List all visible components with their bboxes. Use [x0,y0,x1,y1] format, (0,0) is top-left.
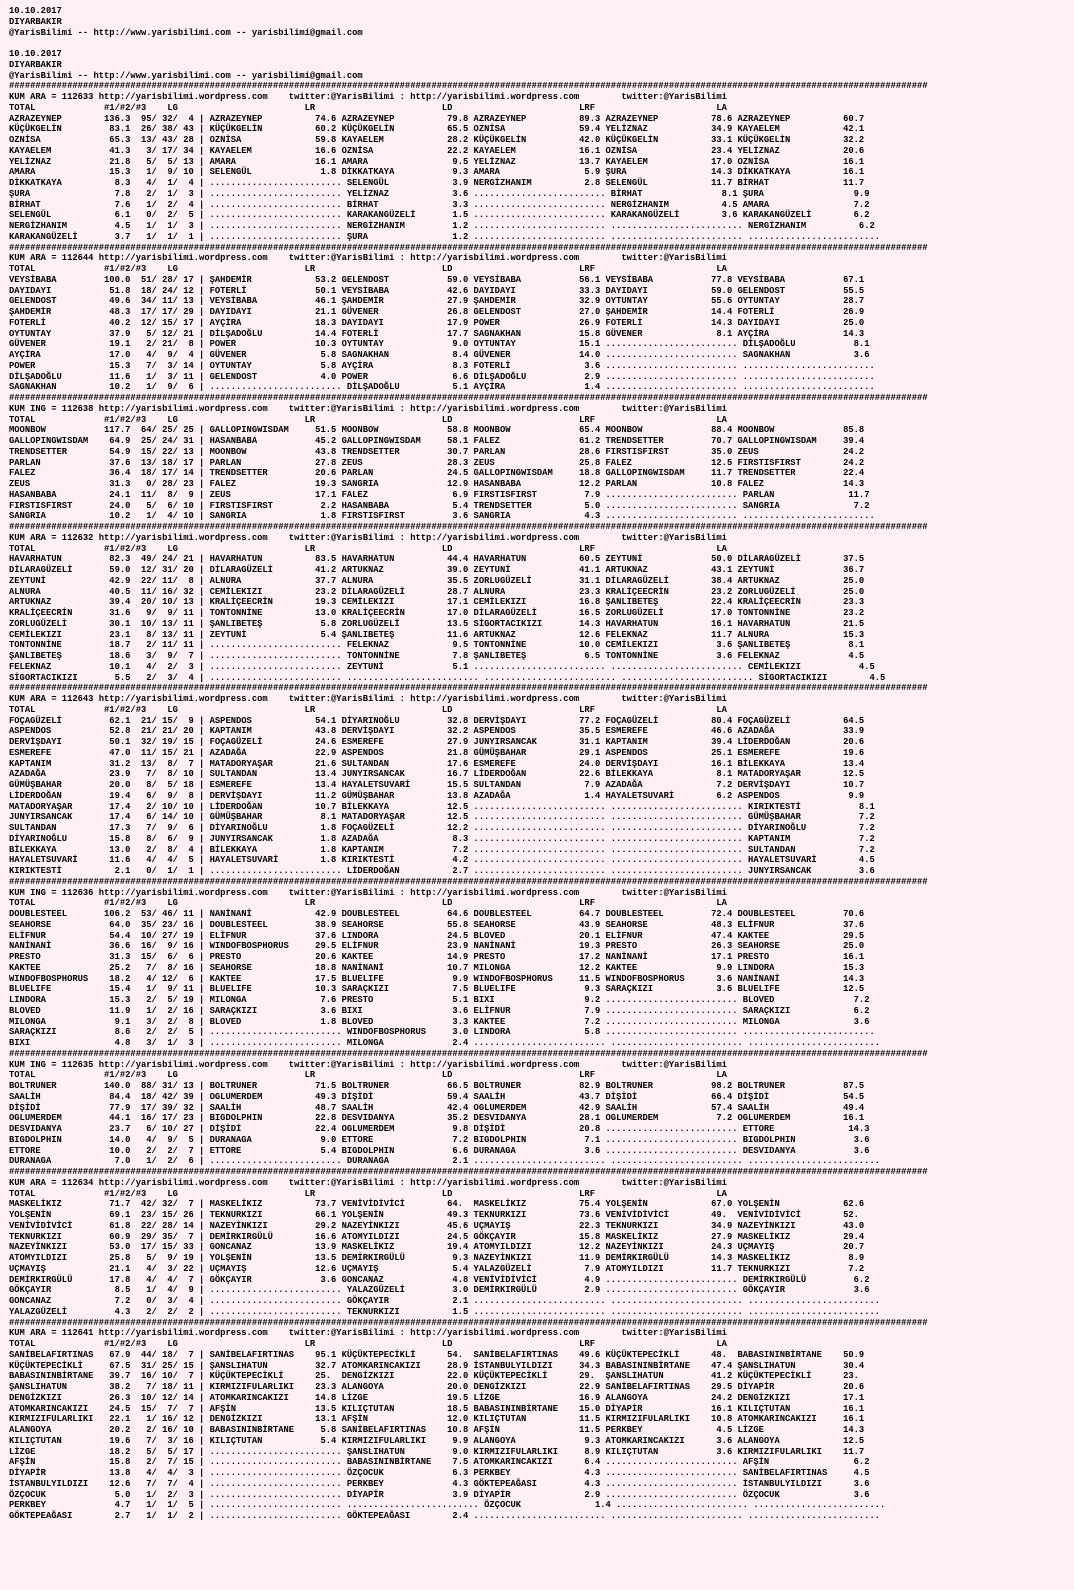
race-statistics-document [9,6,1069,1586]
horse-row: POWER 15.3 7/ 3/ 14 | OYTUNTAY 5.8 AYÇİRA 8.3 FOTERLİ 3.6 ......................... ......................... [9,360,875,371]
column-header-line: TOTAL #1/#2/#3 LG LR LD LRF LA [9,898,727,909]
horse-row: DİLŞADOĞLU 11.6 1/ 3/ 11 | GELENDOST 4.0 POWER 6.6 DİLŞADOĞLU 2.9 ......................... ......................... [9,371,875,382]
section-divider: ############################################################################################################################################################################## [9,1167,928,1177]
horse-row: ÖZÇOCUK 5.0 1/ 2/ 3 | ......................... DİYAPİR 3.9 DİYAPİR 2.9 ......................... ÖZÇOCUK 3.6 [9,1489,870,1500]
race-section [9,1318,1069,1522]
header-line: 10.10.2017 [9,6,62,16]
horse-row: YELİZNAZ 21.8 5/ 5/ 13 | AMARA 16.1 AMARA 9.5 YELİZNAZ 13.7 KAYAELEM 17.0 OZNİSA 16.1 [9,156,865,167]
horse-row: ALNURA 40.5 11/ 16/ 32 | CEMİLEKIZI 23.2 DİLARAGÜZELİ 28.7 ALNURA 23.3 KRALİÇEECRİN 23.2 ZORLUGÜZELİ 25.0 [9,586,865,597]
horse-row: SAALİH 84.4 18/ 42/ 39 | OGLUMERDEM 49.3 DİŞİDİ 59.4 SAALİH 43.7 DİŞİDİ 66.4 DİŞİDİ 54.5 [9,1091,865,1102]
horse-row: İSTANBULYILDIZI 12.6 7/ 7/ 4 | ......................... PERKBEY 4.3 GÖKTEPEAĞASI 4.3 ......................... İSTANBULYILDIZI 3.6 [9,1478,870,1489]
horse-row: DEMİRKIRGÜLÜ 17.8 4/ 4/ 7 | GÖKÇAYIR 3.6 GONCANAZ 4.8 VENİVİDİVİCİ 4.9 ......................... DEMİRKIRGÜLÜ 6.2 [9,1274,870,1285]
horse-row: SULTANDAN 17.3 7/ 9/ 6 | DİYARINOĞLU 1.8 FOÇAGÜZELİ 12.2 ......................... ......................... DİYARINOĞLU 7.2 [9,823,875,833]
horse-row: DİŞİDİ 77.9 17/ 39/ 32 | SAALİH 48.7 SAALİH 42.4 OGLUMERDEM 42.9 SAALİH 57.4 SAALİH 49.4 [9,1102,865,1113]
horse-row: ATOMKARINCAKIZI 24.5 15/ 7/ 7 | AFŞİN 13.5 KILIÇTUTAN 18.5 BABASININBİRTANE 15.0 DİYAPİR 16.1 KILIÇTUTAN 16.1 [9,1403,865,1414]
section-divider: ############################################################################################################################################################################## [9,683,928,694]
race-section [9,243,1069,394]
race-title-line: KUM ING = 112636 http://yarisbilimi.wordpress.com twitter:@YarisBilimi : http://yarisbilimi.wordpress.com twitter:@YarisBilimi [9,887,727,898]
horse-row: ELİFNUR 54.4 10/ 27/ 19 | ELİFNUR 37.6 LINDORA 24.5 BLOVED 20.1 ELİFNUR 47.4 KAKTEE 29.5 [9,930,865,941]
horse-row: AYÇİRA 17.0 4/ 9/ 4 | GÜVENER 5.8 SAGNAKHAN 8.4 GÜVENER 14.0 ......................... SAGNAKHAN 3.6 [9,350,870,360]
horse-row: DİYAPİR 13.8 4/ 4/ 3 | ......................... ÖZÇOCUK 6.3 PERKBEY 4.3 ......................... SANİBELAFIRTINAS 4.5 [9,1468,870,1478]
race-title-line: KUM ING = 112638 http://yarisbilimi.wordpress.com twitter:@YarisBilimi : http://yarisbilimi.wordpress.com twitter:@YarisBilimi [9,403,727,414]
horse-row: GONCANAZ 7.2 0/ 3/ 4 | ......................... GÖKÇAYIR 2.1 ......................... ......................... ......................... [9,1296,881,1306]
horse-row: YALAZGÜZELİ 4.3 2/ 2/ 2 | ......................... TEKNURKIZI 1.5 ......................... ......................... ......................... [9,1306,881,1317]
section-divider: ############################################################################################################################################################################## [9,242,928,253]
horse-row: AZRAZEYNEP 136.3 95/ 32/ 4 | AZRAZEYNEP 74.6 AZRAZEYNEP 79.8 AZRAZEYNEP 89.3 AZRAZEYNEP 78.6 AZRAZEYNEP 60.7 [9,113,865,124]
horse-row: GÖKÇAYIR 8.5 1/ 4/ 9 | ......................... YALAZGÜZELİ 3.0 DEMİRKIRGÜLÜ 2.9 ......................... GÖKÇAYIR 3.6 [9,1285,870,1296]
horse-row: FALEZ 36.4 18/ 17/ 14 | TRENDSETTER 20.6 PARLAN 24.5 GALLOPINGWISDAM 18.8 GALLOPINGWISDAM 11.7 TRENDSETTER 22.4 [9,468,865,479]
horse-row: KILIÇTUTAN 19.6 7/ 3/ 16 | KILIÇTUTAN 5.4 KIRMIZIFULARLIKI 9.9 ALANGOYA 9.3 ATOMKARINCAKIZI 3.6 ALANGOYA 12.5 [9,1435,865,1446]
horse-row: NERGİZHANIM 4.5 1/ 1/ 3 | ......................... NERGİZHANIM 1.2 ......................... ......................... NERGİZHANIM 6.2 [9,221,875,231]
horse-row: BABASININBİRTANE 39.7 16/ 10/ 7 | KÜÇÜKTEPECİKLİ 25. DENGİZKIZI 22.0 KÜÇÜKTEPECİKLİ 29. ŞANSLIHATUN 41.2 KÜÇÜKTEPECİKLİ 23. [9,1371,859,1382]
race-section [9,81,1069,242]
horse-row: MOONBOW 117.7 64/ 25/ 25 | GALLOPINGWISDAM 51.5 MOONBOW 58.8 MOONBOW 65.4 MOONBOW 88.4 MOONBOW 85.8 [9,425,865,436]
race-section [9,683,1069,877]
horse-row: KRALİÇEECRİN 31.6 9/ 9/ 11 | TONTONNİNE 13.0 KRALİÇEECRİN 17.0 DİLARAGÜZELİ 16.5 ZORLUGÜZELİ 17.0 TONTONNİNE 23.2 [9,608,865,618]
horse-row: GÜMÜŞBAHAR 20.0 8/ 5/ 18 | ESMEREFE 13.4 HAYALETSUVARİ 15.5 SULTANDAN 7.9 AZADAĞA 7.2 DERVİŞDAYI 10.7 [9,780,865,790]
document-header [9,6,1069,81]
horse-row: GALLOPINGWISDAM 64.9 25/ 24/ 31 | HASANBABA 45.2 GALLOPINGWISDAM 58.1 FALEZ 61.2 TRENDSETTER 70.7 GALLOPINGWISDAM 39.4 [9,436,865,446]
horse-row: AZADAĞA 23.9 7/ 8/ 10 | SULTANDAN 13.4 JUNYIRSANCAK 16.7 LİDERDOĞAN 22.6 BİLEKKAYA 8.1 MATADORYAŞAR 12.5 [9,769,865,780]
column-header-line: TOTAL #1/#2/#3 LG LR LD LRF LA [9,102,727,113]
horse-row: DENGİZKIZI 26.3 10/ 12/ 14 | ATOMKARINCAKIZI 14.8 LİZGE 19.5 LİZGE 16.9 ALANGOYA 24.2 DENGİZKIZI 17.1 [9,1392,865,1403]
horse-row: DURANAGA 7.0 1/ 2/ 6 | ......................... DURANAGA 2.1 ......................... ......................... ......................... [9,1156,881,1167]
horse-row: ESMEREFE 47.0 11/ 15/ 21 | AZADAĞA 22.9 ASPENDOS 21.8 GÜMÜŞBAHAR 29.1 ASPENDOS 25.1 ESMEREFE 19.6 [9,747,865,758]
horse-row: SARAÇKIZI 8.6 2/ 2/ 5 | ......................... WINDOFBOSPHORUS 3.0 LINDORA 5.8 ......................... ......................... [9,1027,875,1038]
race-title-line: KUM ARA = 112641 http://yarisbilimi.wordpress.com twitter:@YarisBilimi : http://yarisbilimi.wordpress.com twitter:@YarisBilimi [9,1328,727,1339]
horse-row: DERVİŞDAYI 50.1 32/ 19/ 15 | FOÇAGÜZELİ 24.6 ESMEREFE 27.9 JUNYIRSANCAK 31.1 KAPTANIM 39.4 LİDERDOĞAN 20.6 [9,737,865,747]
horse-row: BOLTRUNER 140.0 88/ 31/ 13 | BOLTRUNER 71.5 BOLTRUNER 66.5 BOLTRUNER 82.9 BOLTRUNER 98.2 BOLTRUNER 87.5 [9,1081,865,1091]
horse-row: BLOVED 11.9 1/ 2/ 16 | SARAÇKIZI 3.6 BIXI 3.6 ELİFNUR 7.9 ......................... SARAÇKIZI 6.2 [9,1005,870,1016]
horse-row: VEYSİBABA 100.0 51/ 28/ 17 | ŞAHDEMİR 53.2 GELENDOST 59.0 VEYSİBABA 56.1 VEYSİBABA 77.8 VEYSİBABA 67.1 [9,274,865,285]
horse-row: KÜÇÜKTEPECİKLİ 67.5 31/ 25/ 15 | ŞANSLIHATUN 32.7 ATOMKARINCAKIZI 28.9 İSTANBULYILDIZI 34.3 BABASININBİRTANE 47.4 ŞANSLIHATUN 30.4 [9,1360,865,1371]
horse-row: TONTONNİNE 18.7 2/ 11/ 11 | ......................... FELEKNAZ 9.5 TONTONNİNE 10.0 CEMİLEKIZI 3.6 ŞANLIBETEŞ 8.1 [9,640,865,651]
horse-row: ŞANLIBETEŞ 18.6 3/ 9/ 7 | ......................... TONTONNİNE 7.8 ŞANLIBETEŞ 6.5 TONTONNİNE 3.6 FELEKNAZ 4.5 [9,651,865,661]
column-header-line: TOTAL #1/#2/#3 LG LR LD LRF LA [9,1339,727,1349]
race-title-line: KUM ARA = 112634 http://yarisbilimi.wordpress.com twitter:@YarisBilimi : http://yarisbilimi.wordpress.com twitter:@YarisBilimi [9,1177,727,1188]
horse-row: KIRMIZIFULARLIKI 22.1 1/ 16/ 12 | DENGİZKIZI 13.1 AFŞİN 12.0 KILIÇTUTAN 11.5 KIRMIZIFULARLIKI 10.8 ATOMKARINCAKIZI 16.1 [9,1414,865,1425]
horse-row: BİLEKKAYA 13.0 2/ 8/ 4 | BİLEKKAYA 1.8 KAPTANIM 7.2 ......................... ......................... SULTANDAN 7.2 [9,844,875,855]
horse-row: ETTORE 10.0 2/ 2/ 7 | ETTORE 5.4 BIGDOLPHIN 6.6 DURANAGA 3.6 ......................... DESVIDANYA 3.6 [9,1145,870,1156]
horse-row: MILONGA 9.1 3/ 2/ 8 | BLOVED 1.8 BLOVED 3.3 KAKTEE 7.2 ......................... MILONGA 3.6 [9,1016,870,1027]
horse-row: DOUBLESTEEL 106.2 53/ 46/ 11 | NANİNANİ 42.9 DOUBLESTEEL 64.6 DOUBLESTEEL 64.7 DOUBLESTEEL 72.4 DOUBLESTEEL 70.6 [9,909,865,919]
horse-row: TRENDSETTER 54.9 15/ 22/ 13 | MOONBOW 43.8 TRENDSETTER 30.7 PARLAN 28.6 FIRSTISFIRST 35.0 ZEUS 24.2 [9,446,865,457]
horse-row: HASANBABA 24.1 11/ 8/ 9 | ZEUS 17.1 FALEZ 6.9 FIRSTISFIRST 7.9 ......................... PARLAN 11.7 [9,489,870,500]
column-header-line: TOTAL #1/#2/#3 LG LR LD LRF LA [9,264,727,274]
horse-row: GELENDOST 49.6 34/ 11/ 13 | VEYSİBABA 46.1 ŞAHDEMİR 27.9 ŞAHDEMİR 32.9 OYTUNTAY 55.6 OYTUNTAY 28.7 [9,296,865,307]
horse-row: ARTUKNAZ 39.4 20/ 10/ 13 | KRALİÇEECRİN 19.3 CEMİLEKIZI 17.1 CEMİLEKIZI 16.8 ŞANLIBETEŞ 22.4 KRALİÇEECRİN 23.3 [9,597,865,608]
horse-row: ZORLUGÜZELİ 30.1 10/ 13/ 11 | ŞANLIBETEŞ 5.8 ZORLUGÜZELİ 13.5 SİGORTACIKIZI 14.3 HAVARHATUN 16.1 HAVARHATUN 21.5 [9,618,865,629]
section-divider: ############################################################################################################################################################################## [9,522,928,532]
race-section [9,393,1069,522]
horse-row: PARLAN 37.6 13/ 18/ 17 | PARLAN 27.8 ZEUS 28.3 ZEUS 25.8 FALEZ 12.5 FIRSTISFIRST 24.2 [9,457,865,468]
race-title-line: KUM ING = 112635 http://yarisbilimi.wordpress.com twitter:@YarisBilimi : http://yarisbilimi.wordpress.com twitter:@YarisBilimi [9,1059,727,1070]
section-divider: ############################################################################################################################################################################## [9,876,928,887]
section-divider: ############################################################################################################################################################################## [9,1317,928,1328]
horse-row: SEAHORSE 64.0 35/ 23/ 16 | DOUBLESTEEL 38.9 SEAHORSE 55.8 SEAHORSE 43.9 SEAHORSE 48.3 ELİFNUR 37.6 [9,919,865,930]
horse-row: CEMİLEKIZI 23.1 8/ 13/ 11 | ZEYTUNİ 5.4 ŞANLIBETEŞ 11.6 ARTUKNAZ 12.6 FELEKNAZ 11.7 ALNURA 15.3 [9,629,865,640]
horse-row: DİYARINOĞLU 15.8 8/ 6/ 9 | JUNYIRSANCAK 1.8 AZADAĞA 8.3 ......................... ......................... KAPTANIM 7.2 [9,833,875,844]
horse-row: PERKBEY 4.7 1/ 1/ 5 | ......................... ......................... ÖZÇOCUK 1.4 ......................... ......................... [9,1500,886,1511]
race-title-line: KUM ARA = 112633 http://yarisbilimi.wordpress.com twitter:@YarisBilimi : http://yarisbilimi.wordpress.com twitter:@YarisBilimi [9,92,727,102]
horse-row: OZNİSA 65.3 13/ 43/ 28 | OZNİSA 59.8 KAYAELEM 28.2 KÜÇÜKGELİN 42.0 KÜÇÜKGELİN 33.1 KÜÇÜKGELİN 32.2 [9,135,865,145]
horse-row: SİGORTACIKIZI 5.5 2/ 3/ 4 | ......................... ......................... ......................... ......................... SİGORTACIKIZI 4.5 [9,672,886,683]
section-divider: ############################################################################################################################################################################## [9,1048,928,1059]
horse-row: KAKTEE 25.2 7/ 8/ 16 | SEAHORSE 18.8 NANİNANİ 10.7 MILONGA 12.2 KAKTEE 9.9 LINDORA 15.3 [9,962,865,973]
horse-row: SANGRIA 10.2 1/ 4/ 10 | SANGRIA 1.8 FIRSTISFIRST 3.6 SANGRIA 4.3 ......................... ......................... [9,511,875,522]
horse-row: ŞANSLIHATUN 38.2 7/ 18/ 11 | KIRMIZIFULARLIKI 23.3 ALANGOYA 20.0 DENGİZKIZI 22.9 SANİBELAFIRTINAS 29.5 DİYAPİR 20.6 [9,1382,865,1392]
horse-row: WINDOFBOSPHORUS 18.2 4/ 12/ 6 | KAKTEE 17.5 BLUELIFE 9.9 WINDOFBOSPHORUS 11.5 WINDOFBOSPHORUS 3.6 NANİNANİ 14.3 [9,973,865,984]
horse-row: FIRSTISFIRST 24.0 5/ 6/ 10 | FIRSTISFIRST 2.2 HASANBABA 5.4 TRENDSETTER 5.0 ......................... SANGRIA 7.2 [9,500,870,511]
horse-row: TEKNURKIZI 60.9 29/ 35/ 7 | DEMİRKIRGÜLÜ 16.6 ATOMYILDIZI 24.5 GÖKÇAYIR 15.8 MASKELİKIZ 27.9 MASKELİKIZ 29.4 [9,1231,865,1242]
horse-row: FELEKNAZ 10.1 4/ 2/ 3 | ......................... ZEYTUNİ 5.1 ......................... ......................... CEMİLEKIZI 4.5 [9,661,875,672]
horse-row: BİRHAT 7.6 1/ 2/ 4 | ......................... BİRHAT 3.3 ......................... NERGİZHANIM 4.5 AMARA 7.2 [9,199,870,210]
horse-row: DİKKATKAYA 8.3 4/ 1/ 4 | ......................... SELENGÜL 3.9 NERGİZHANIM 2.8 SELENGÜL 11.7 BİRHAT 11.7 [9,178,865,188]
horse-row: SANİBELAFIRTINAS 67.9 44/ 18/ 7 | SANİBELAFIRTINAS 95.1 KÜÇÜKTEPECİKLİ 54. SANİBELAFIRTINAS 49.6 KÜÇÜKTEPECİKLİ 48. BABASININBİRTANE 50.9 [9,1349,865,1360]
horse-row: DİLARAGÜZELİ 59.0 12/ 31/ 20 | DİLARAGÜZELİ 41.2 ARTUKNAZ 39.0 ZEYTUNİ 41.1 ARTUKNAZ 43.1 ZEYTUNİ 36.7 [9,565,865,575]
horse-row: MASKELİKIZ 71.7 42/ 32/ 7 | MASKELİKIZ 73.7 VENİVİDİVİCİ 64. MASKELİKIZ 75.4 YOLŞENİN 67.0 YOLŞENİN 62.6 [9,1199,865,1210]
race-section [9,877,1069,1049]
horse-row: KÜÇÜKGELİN 83.1 26/ 38/ 43 | KÜÇÜKGELİN 60.2 KÜÇÜKGELİN 65.5 OZNİSA 59.4 YELİZNAZ 34.9 KAYAELEM 42.1 [9,124,865,135]
section-divider: ############################################################################################################################################################################## [9,393,928,403]
horse-row: BIGDOLPHIN 14.0 4/ 9/ 5 | DURANAGA 9.0 ETTORE 7.2 BIGDOLPHIN 7.1 ......................... BIGDOLPHIN 3.6 [9,1134,870,1145]
horse-row: VENİVİDİVİCİ 61.8 22/ 28/ 14 | NAZEYİNKIZI 29.2 NAZEYİNKIZI 45.6 UÇMAYIŞ 22.3 TEKNURKIZI 34.9 NAZEYİNKIZI 43.0 [9,1220,865,1231]
column-header-line: TOTAL #1/#2/#3 LG LR LD LRF LA [9,1070,727,1081]
horse-row: KAPTANIM 31.2 13/ 8/ 7 | MATADORYAŞAR 21.6 SULTANDAN 17.6 ESMEREFE 24.0 DERVİŞDAYI 16.1 BİLEKKAYA 13.4 [9,758,865,769]
horse-row: UÇMAYIŞ 21.1 4/ 3/ 22 | UÇMAYIŞ 12.6 UÇMAYIŞ 5.4 YALAZGÜZELİ 7.9 ATOMYILDIZI 11.7 TEKNURKIZI 7.2 [9,1263,865,1274]
horse-row: LINDORA 15.3 2/ 5/ 19 | MILONGA 7.6 PRESTO 5.1 BIXI 9.2 ......................... BLOVED 7.2 [9,995,870,1005]
horse-row: PRESTO 31.3 15/ 6/ 6 | PRESTO 20.6 KAKTEE 14.9 PRESTO 17.2 NANİNANİ 17.1 PRESTO 16.1 [9,952,865,962]
horse-row: ATOMYILDIZI 25.8 5/ 9/ 19 | YOLŞENİN 13.5 DEMİRKIRGÜLÜ 9.3 NAZEYİNKIZI 11.9 DEMİRKIRGÜLÜ 14.3 MASKELİKIZ 8.9 [9,1253,865,1263]
horse-row: ALANGOYA 20.2 2/ 16/ 10 | BABASININBİRTANE 5.8 SANİBELAFIRTINAS 10.8 AFŞİN 11.5 PERKBEY 4.5 LİZGE 14.3 [9,1425,865,1435]
horse-row: ASPENDOS 52.8 21/ 21/ 20 | KAPTANIM 43.8 DERVİŞDAYI 32.2 ASPENDOS 35.5 ESMEREFE 46.6 AZADAĞA 33.9 [9,726,865,737]
horse-row: ZEYTUNİ 42.9 22/ 11/ 8 | ALNURA 37.7 ALNURA 35.5 ZORLUGÜZELİ 31.1 DİLARAGÜZELİ 38.4 ARTUKNAZ 25.0 [9,575,865,586]
column-header-line: TOTAL #1/#2/#3 LG LR LD LRF LA [9,543,727,554]
race-title-line: KUM ARA = 112644 http://yarisbilimi.wordpress.com twitter:@YarisBilimi : http://yarisbilimi.wordpress.com twitter:@YarisBilimi [9,253,727,264]
horse-row: GÜVENER 19.1 2/ 21/ 8 | POWER 10.3 OYTUNTAY 9.0 OYTUNTAY 15.1 ......................... DİLŞADOĞLU 8.1 [9,339,870,350]
horse-row: NANİNANİ 36.6 16/ 9/ 16 | WINDOFBOSPHORUS 29.5 ELİFNUR 23.9 NANİNANİ 19.3 PRESTO 26.3 SEAHORSE 25.0 [9,941,865,952]
horse-row: KARAKANGÜZELİ 3.7 1/ 1/ 1 | ......................... ŞURA 1.2 ......................... ......................... ......................... [9,231,881,242]
horse-row: BIXI 4.8 3/ 1/ 3 | ......................... MILONGA 2.4 ......................... ......................... ......................... [9,1038,881,1048]
race-sections [9,81,1069,1522]
horse-row: LİZGE 18.2 5/ 5/ 17 | ......................... ŞANSLIHATUN 9.0 KIRMIZIFULARLIKI 8.9 KILIÇTUTAN 3.6 KIRMIZIFULARLIKI 11.7 [9,1446,865,1457]
horse-row: HAYALETSUVARİ 11.6 4/ 4/ 5 | HAYALETSUVARİ 1.8 KIRIKTESTİ 4.2 ......................... ......................... HAYALETSUVARİ 4.5 [9,855,875,866]
horse-row: NAZEYİNKIZI 53.0 17/ 15/ 33 | GONCANAZ 13.9 MASKELİKIZ 19.4 ATOMYILDIZI 12.2 NAZEYİNKIZI 24.3 UÇMAYIŞ 20.7 [9,1242,865,1253]
header-line: @YarisBilimi -- http://www.yarisbilimi.com -- yarisbilimi@gmail.com [9,70,363,81]
horse-row: AMARA 15.3 1/ 9/ 10 | SELENGÜL 1.8 DİKKATKAYA 9.3 AMARA 5.9 ŞURA 14.3 DİKKATKAYA 16.1 [9,167,865,178]
race-title-line: KUM ARA = 112632 http://yarisbilimi.wordpress.com twitter:@YarisBilimi : http://yarisbilimi.wordpress.com twitter:@YarisBilimi [9,532,727,543]
horse-row: FOÇAGÜZELİ 62.1 21/ 15/ 9 | ASPENDOS 54.1 DİYARINOĞLU 32.8 DERVİŞDAYI 77.2 FOÇAGÜZELİ 80.4 FOÇAGÜZELİ 64.5 [9,715,865,726]
race-section [9,522,1069,683]
horse-row: ŞURA 7.8 2/ 1/ 3 | ......................... YELİZNAZ 3.6 ......................... BİRHAT 8.1 ŞURA 9.9 [9,188,870,199]
horse-row: JUNYIRSANCAK 17.4 6/ 14/ 10 | GÜMÜŞBAHAR 8.1 MATADORYAŞAR 12.5 ......................... ......................... GÜMÜŞBAHAR 7.2 [9,812,875,823]
horse-row: YOLŞENİN 69.1 23/ 15/ 26 | TEKNURKIZI 66.1 YOLŞENİN 49.3 TEKNURKIZI 73.6 VENİVİDİVİCİ 49. VENİVİDİVİCİ 52. [9,1210,859,1220]
horse-row: SELENGÜL 6.1 0/ 2/ 5 | ......................... KARAKANGÜZELİ 1.5 ......................... KARAKANGÜZELİ 3.6 KARAKANGÜZELİ 6.2 [9,210,870,221]
race-section [9,1049,1069,1167]
horse-row: DAYIDAYI 51.8 18/ 24/ 12 | FOTERLİ 50.1 VEYSİBABA 42.6 DAYIDAYI 33.3 DAYIDAYI 59.0 GELENDOST 55.5 [9,285,865,296]
column-header-line: TOTAL #1/#2/#3 LG LR LD LRF LA [9,1188,727,1199]
header-line: DIYARBAKIR [9,59,62,70]
horse-row: FOTERLİ 40.2 12/ 15/ 17 | AYÇİRA 18.3 DAYIDAYI 17.9 POWER 26.9 FOTERLİ 14.3 DAYIDAYI 25.0 [9,317,865,328]
header-line: 10.10.2017 [9,49,62,59]
horse-row: KAYAELEM 41.3 3/ 17/ 34 | KAYAELEM 16.6 OZNİSA 22.2 KAYAELEM 16.1 OZNİSA 23.4 YELİZNAZ 20.6 [9,145,865,156]
horse-row: SAGNAKHAN 10.2 1/ 9/ 6 | ......................... DİLŞADOĞLU 5.1 AYÇİRA 1.4 ......................... ......................... [9,382,875,393]
section-divider: ############################################################################################################################################################################## [9,81,928,92]
horse-row: ZEUS 31.3 0/ 28/ 23 | FALEZ 19.3 SANGRIA 12.9 HASANBABA 12.2 PARLAN 10.8 FALEZ 14.3 [9,479,865,489]
horse-row: GÖKTEPEAĞASI 2.7 1/ 1/ 2 | ......................... GÖKTEPEAĞASI 2.4 ......................... ......................... ......................... [9,1511,881,1521]
race-section [9,1167,1069,1318]
header-line: DIYARBAKIR [9,16,62,27]
horse-row: HAVARHATUN 82.3 49/ 24/ 21 | HAVARHATUN 83.5 HAVARHATUN 44.4 HAVARHATUN 60.5 ZEYTUNİ 50.0 DİLARAGÜZELİ 37.5 [9,554,865,565]
horse-row: AFŞİN 15.8 2/ 7/ 15 | ......................... BABASININBİRTANE 7.5 ATOMKARINCAKIZI 6.4 ......................... AFŞİN 6.2 [9,1457,870,1468]
horse-row: MATADORYAŞAR 17.4 2/ 10/ 10 | LİDERDOĞAN 10.7 BİLEKKAYA 12.5 ......................... ......................... KIRIKTESTİ 8.1 [9,801,875,812]
horse-row: ŞAHDEMİR 48.3 17/ 17/ 29 | DAYIDAYI 21.1 GÜVENER 26.8 GELENDOST 27.0 ŞAHDEMİR 14.4 FOTERLİ 26.9 [9,307,865,317]
horse-row: LİDERDOĞAN 19.4 6/ 9/ 8 | DERVİŞDAYI 11.2 GÜMÜŞBAHAR 13.8 AZADAĞA 1.4 HAYALETSUVARİ 6.2 ASPENDOS 9.9 [9,790,865,801]
header-line: @YarisBilimi -- http://www.yarisbilimi.com -- yarisbilimi@gmail.com [9,27,363,38]
horse-row: OGLUMERDEM 44.1 16/ 17/ 23 | BIGDOLPHIN 22.8 DESVIDANYA 35.2 DESVIDANYA 28.1 OGLUMERDEM 7.2 OGLUMERDEM 16.1 [9,1113,865,1124]
horse-row: OYTUNTAY 37.9 5/ 12/ 21 | DİLŞADOĞLU 14.4 FOTERLİ 17.7 SAGNAKHAN 15.8 GÜVENER 8.1 AYÇİRA 14.3 [9,328,865,339]
race-title-line: KUM ARA = 112643 http://yarisbilimi.wordpress.com twitter:@YarisBilimi : http://yarisbilimi.wordpress.com twitter:@YarisBilimi [9,694,727,704]
column-header-line: TOTAL #1/#2/#3 LG LR LD LRF LA [9,704,727,715]
column-header-line: TOTAL #1/#2/#3 LG LR LD LRF LA [9,414,727,425]
horse-row: KIRIKTESTİ 2.1 0/ 1/ 1 | ......................... LİDERDOĞAN 2.7 ......................... ......................... JUNYIRSANCAK 3.6 [9,866,875,876]
horse-row: BLUELIFE 15.4 1/ 9/ 11 | BLUELIFE 10.3 SARAÇKIZI 7.5 BLUELIFE 9.3 SARAÇKIZI 3.6 BLUELIFE 12.5 [9,984,865,995]
horse-row: DESVIDANYA 23.7 6/ 10/ 27 | DİŞİDİ 22.4 OGLUMERDEM 9.8 DİŞİDİ 20.8 ......................... ETTORE 14.3 [9,1124,870,1134]
